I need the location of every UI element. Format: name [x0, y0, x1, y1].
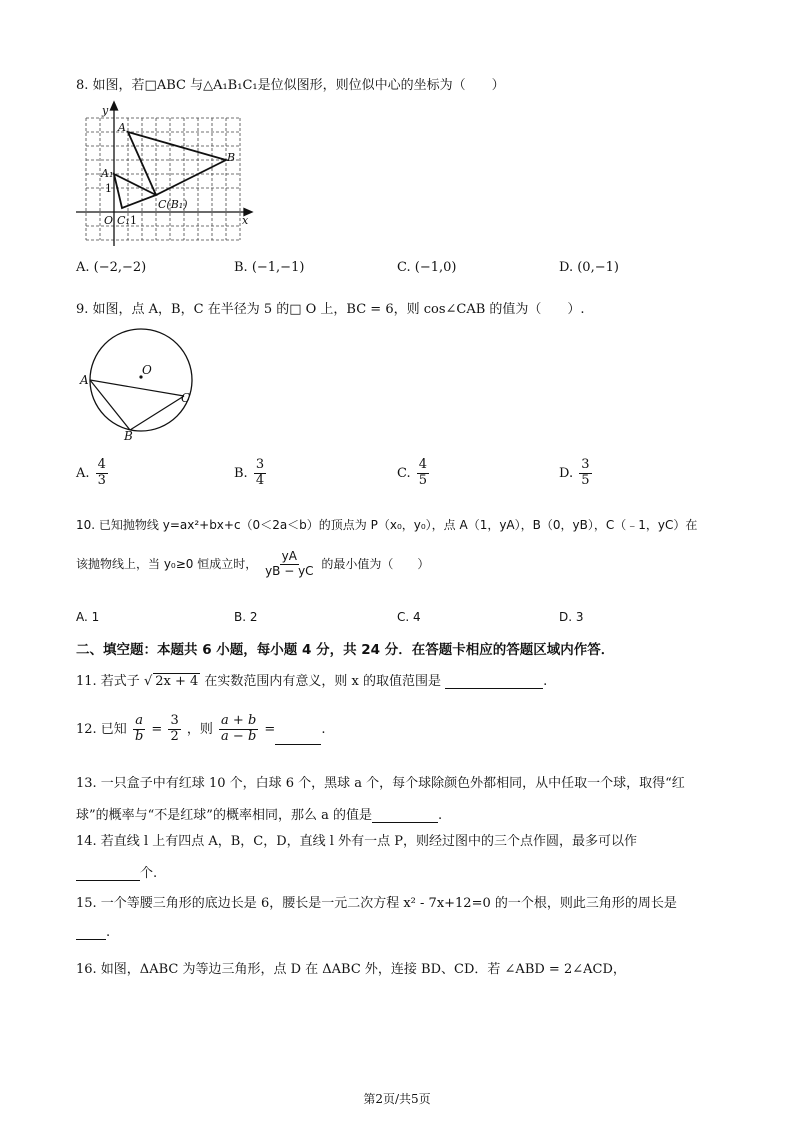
q9-option-d-fraction: $\frac{3}{5}$	[581, 457, 590, 488]
q11: 11. 若式子 √ 2x + 4 在实数范围内有意义，则 x 的取值范围是 .	[76, 674, 548, 689]
q9-stem: 9. 如图，点 A，B，C 在半径为 5 的□ O 上，BC = 6，则 cos∠CAB 的值为（ ）.	[76, 302, 585, 317]
q11-radicand: 2x + 4	[155, 674, 199, 689]
q9-label-O: O	[142, 363, 152, 377]
q9-option-b-fraction: $\frac{3}{4}$	[255, 457, 265, 488]
q8-option-a[interactable]: A. (−2,−2)	[76, 260, 147, 275]
q9-circle	[90, 329, 192, 431]
q12: 12. 已知 $\frac{a}{b}$ = $\frac{3}{2}$ ，则 $\frac{a + b}{a - b}$ = .	[76, 713, 326, 744]
q8-label-B: B	[227, 151, 236, 164]
q15-line2: .	[76, 924, 110, 940]
q8-label-A: A	[118, 121, 126, 134]
q8-label-x: x	[242, 214, 249, 227]
q9-option-c-fraction: $\frac{4}{5}$	[418, 457, 428, 488]
q16-line1: 16. 如图，ΔABC 为等边三角形，点 D 在 ΔABC 外，连接 BD、CD．若 ∠ABD = 2∠ACD，	[76, 962, 626, 977]
q8-label-C1: C₁	[117, 214, 130, 227]
q14-answer-blank[interactable]	[76, 865, 140, 881]
q9-figure	[78, 322, 208, 444]
q9-label-A: A	[80, 373, 89, 387]
q9-option-d[interactable]: D. $\frac{3}{5}$	[559, 457, 590, 488]
q8-label-one-x: 1	[130, 214, 137, 227]
q8-stem: 8. 如图，若□ABC 与△A₁B₁C₁是位似图形，则位似中心的坐标为（ ）	[76, 78, 505, 93]
q8-option-d[interactable]: D. (0,−1)	[559, 260, 619, 275]
q14-line2: 个.	[76, 862, 157, 881]
q12-fraction-expr: $\frac{a + b}{a - b}$	[221, 713, 257, 744]
q8-option-b[interactable]: B. (−1,−1)	[234, 260, 305, 275]
q10-fraction: $\frac{yA}{yB - yC}$	[265, 549, 314, 578]
q10-option-d[interactable]: D. 3	[559, 610, 584, 624]
q10-line1: 10. 已知抛物线 y=ax²+bx+c（0＜2a＜b）的顶点为 P（x₀，y₀），点 A（1，yA），B（0，yB），C（﹣1，yC）在	[76, 518, 698, 532]
q13-answer-blank[interactable]	[372, 807, 438, 823]
q12-fraction-32: $\frac{3}{2}$	[170, 713, 179, 744]
q8-label-CB1: C(B₁)	[158, 198, 188, 211]
q8-option-c[interactable]: C. (−1,0)	[397, 260, 457, 275]
q15-line1: 15. 一个等腰三角形的底边长是 6，腰长是一元二次方程 x² - 7x+12=0 的一个根，则此三角形的周长是	[76, 896, 677, 911]
q10-option-c[interactable]: C. 4	[397, 610, 421, 624]
q8-label-y: y	[102, 104, 109, 117]
q8-figure	[70, 100, 260, 250]
q8-label-one-y: 1	[105, 182, 112, 195]
q9-option-c[interactable]: C. $\frac{4}{5}$	[397, 457, 428, 488]
q9-label-B: B	[124, 429, 133, 443]
section-2-heading: 二、填空题：本题共 6 小题，每小题 4 分，共 24 分．在答题卡相应的答题区域内作答．	[76, 642, 615, 658]
q8-label-A1: A₁	[101, 167, 114, 180]
q8-label-O: O	[104, 214, 114, 227]
page-footer: 第2页/共5页	[363, 1092, 431, 1106]
q11-answer-blank[interactable]	[445, 673, 543, 689]
q9-option-a-fraction: $\frac{4}{3}$	[97, 457, 106, 488]
q10-option-b[interactable]: B. 2	[234, 610, 258, 624]
q10-line2: 该抛物线上，当 y₀≥0 恒成立时， $\frac{yA}{yB - yC}$ 的最小值为（ ）	[76, 549, 430, 578]
q10-option-a[interactable]: A. 1	[76, 610, 100, 624]
q13-line1: 13. 一只盒子中有红球 10 个，白球 6 个，黑球 a 个，每个球除颜色外都相同，从中任取一个球，取得“红	[76, 776, 685, 791]
q15-answer-blank[interactable]	[76, 924, 106, 940]
q14-line1: 14. 若直线 l 上有四点 A，B，C，D，直线 l 外有一点 P，则经过图中的三个点作圆，最多可以作	[76, 834, 637, 849]
q9-option-a[interactable]: A. $\frac{4}{3}$	[76, 457, 106, 488]
q12-fraction-ab: $\frac{a}{b}$	[134, 713, 144, 744]
q12-answer-blank[interactable]	[275, 729, 321, 745]
q13-line2: 球”的概率与“不是红球”的概率相同，那么 a 的值是 .	[76, 808, 443, 823]
q9-option-b[interactable]: B. $\frac{3}{4}$	[234, 457, 265, 488]
q9-label-C: C	[181, 391, 191, 405]
